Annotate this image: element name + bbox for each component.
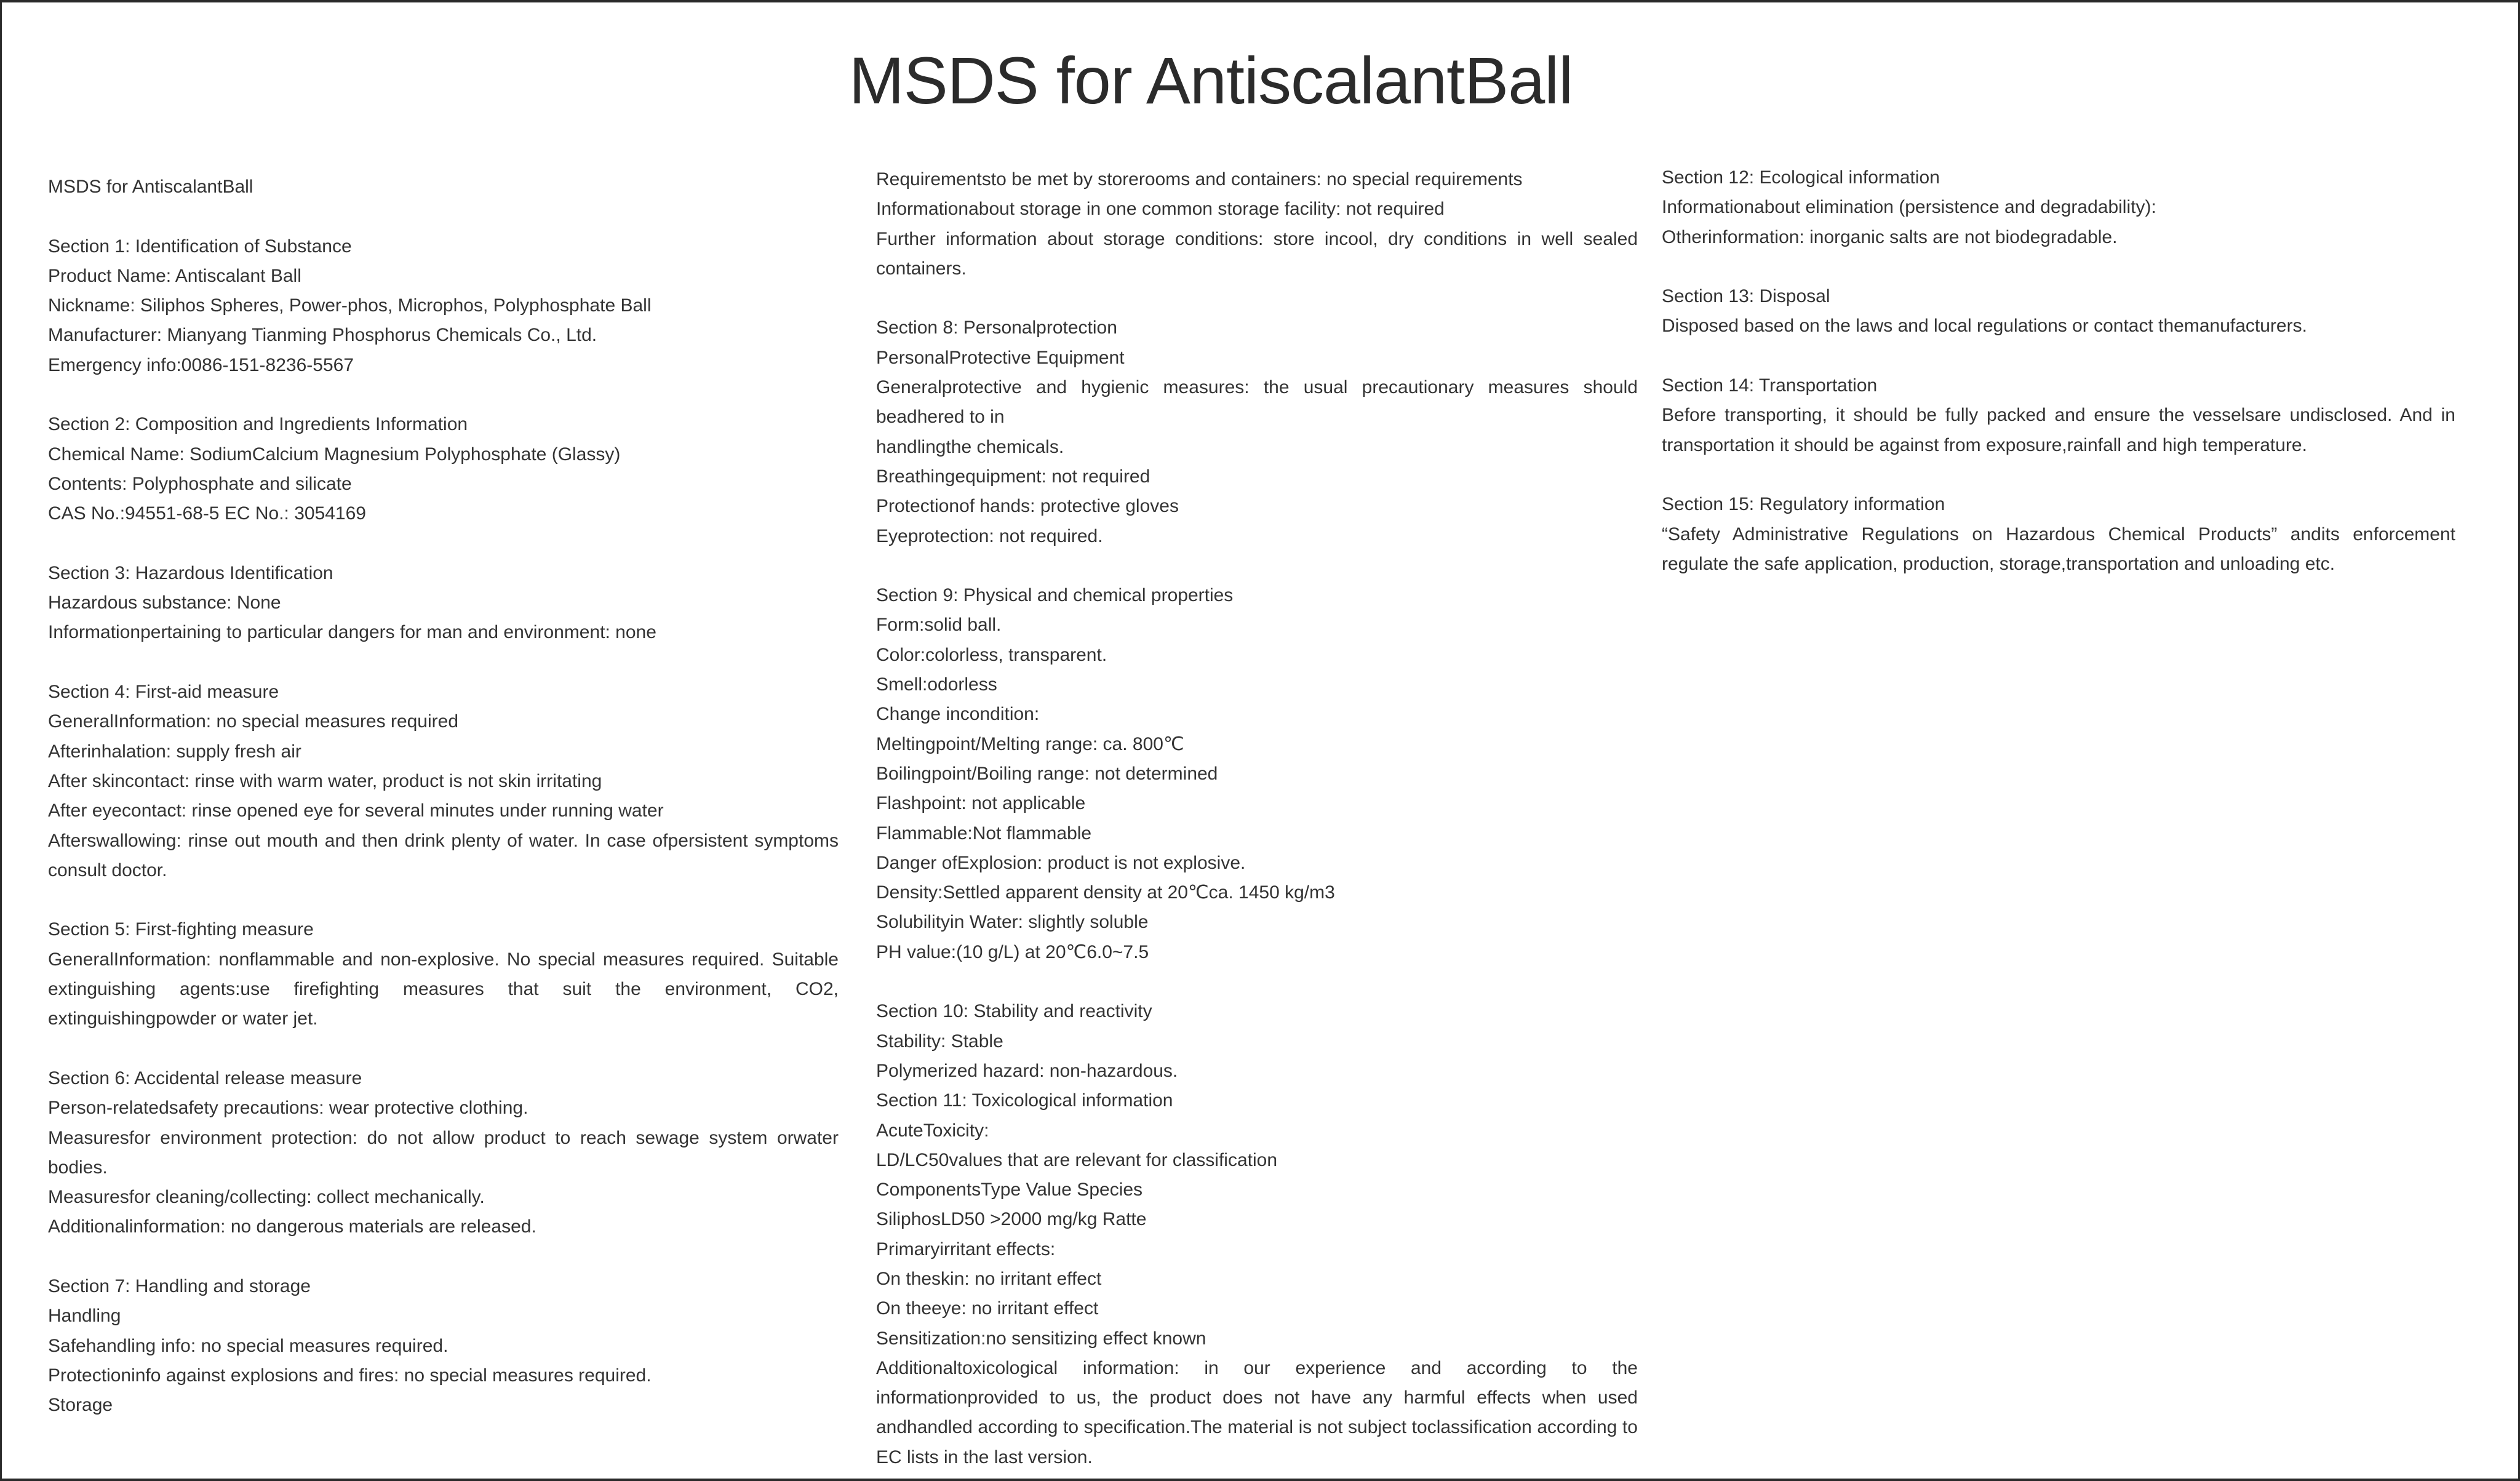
- section-7-continued: [876, 165, 1638, 284]
- section-line: Smell:odorless: [876, 674, 997, 695]
- spacer: [48, 648, 839, 677]
- section-heading: Section 14: Transportation: [1662, 375, 1878, 396]
- section-line: Storage: [48, 1395, 113, 1416]
- section-heading: Section 11: Toxicological information: [876, 1090, 1173, 1111]
- section-line: Hazardous substance: None: [48, 593, 281, 613]
- section-line: On theskin: no irritant effect: [876, 1268, 1102, 1289]
- section-11: [876, 1086, 1638, 1472]
- section-12: [1662, 163, 2455, 252]
- section-line: Primaryirritant effects:: [876, 1239, 1056, 1259]
- section-7: [48, 1272, 839, 1420]
- section-line: Breathingequipment: not required: [876, 466, 1150, 487]
- spacer: [48, 1242, 839, 1272]
- spacer: [1662, 252, 2455, 282]
- section-line: On theeye: no irritant effect: [876, 1298, 1099, 1319]
- section-line: Solubilityin Water: slightly soluble: [876, 912, 1149, 933]
- middle-column: [876, 165, 1638, 1472]
- section-line: Change incondition:: [876, 704, 1040, 725]
- section-heading: Section 10: Stability and reactivity: [876, 1001, 1152, 1022]
- section-line: Protectionof hands: protective gloves: [876, 496, 1179, 517]
- section-line: Person-relatedsafety precautions: wear protective clothing.: [48, 1098, 528, 1119]
- section-line: Otherinformation: inorganic salts are not biodegradable.: [1662, 226, 2118, 247]
- section-line: Generalprotective and hygienic measures: the usual precautionary measures should beadhered to in: [876, 377, 1638, 428]
- section-heading: Section 1: Identification of Substance: [48, 236, 352, 257]
- section-line: After skincontact: rinse with warm water, product is not skin irritating: [48, 770, 602, 791]
- section-line: After eyecontact: rinse opened eye for several minutes under running water: [48, 800, 664, 821]
- section-line: Contents: Polyphosphate and silicate: [48, 473, 352, 494]
- section-heading: Section 2: Composition and Ingredients Information: [48, 414, 468, 435]
- section-1: [48, 232, 839, 380]
- section-14: [1662, 371, 2455, 460]
- section-4: [48, 677, 839, 885]
- section-line: Informationpertaining to particular dangers for man and environment: none: [48, 622, 656, 643]
- section-line: “Safety Administrative Regulations on Hazardous Chemical Products” andits enforcement regulate the safe application, production, storage,transportation and unloading etc.: [1662, 524, 2455, 574]
- section-heading: Section 9: Physical and chemical properties: [876, 585, 1234, 606]
- section-8: [876, 313, 1638, 551]
- section-line: Product Name: Antiscalant Ball: [48, 265, 301, 286]
- section-9: [876, 581, 1638, 967]
- spacer: [1662, 460, 2455, 490]
- section-line: Danger ofExplosion: product is not explosive.: [876, 852, 1246, 873]
- section-line: Measuresfor cleaning/collecting: collect mechanically.: [48, 1187, 485, 1208]
- section-line: PH value:(10 g/L) at 20℃6.0~7.5: [876, 941, 1149, 962]
- section-line: GeneralInformation: no special measures required: [48, 711, 459, 732]
- section-line: Protectioninfo against explosions and fires: no special measures required.: [48, 1365, 652, 1386]
- section-line: Informationabout elimination (persistence and degradability):: [1662, 197, 2156, 218]
- document-heading: MSDS for AntiscalantBall: [48, 177, 253, 197]
- section-line: SiliphosLD50 >2000 mg/kg Ratte: [876, 1209, 1147, 1230]
- section-line: Requirementsto be met by storerooms and containers: no special requirements: [876, 169, 1523, 190]
- section-line: Form:solid ball.: [876, 615, 1002, 636]
- section-line: Sensitization:no sensitizing effect known: [876, 1328, 1206, 1349]
- section-heading: Section 12: Ecological information: [1662, 167, 1940, 188]
- section-heading: Section 5: First-fighting measure: [48, 919, 314, 940]
- section-line: Boilingpoint/Boiling range: not determined: [876, 763, 1218, 784]
- section-heading: Section 6: Accidental release measure: [48, 1068, 362, 1088]
- section-line: Afterinhalation: supply fresh air: [48, 741, 301, 762]
- right-column: [1662, 163, 2455, 579]
- section-line: Additionalinformation: no dangerous materials are released.: [48, 1216, 536, 1237]
- spacer: [876, 551, 1638, 581]
- section-line: Handling: [48, 1306, 121, 1327]
- section-line: Disposed based on the laws and local regulations or contact themanufacturers.: [1662, 316, 2307, 337]
- spacer: [48, 1034, 839, 1064]
- section-3: [48, 559, 839, 648]
- section-line: Informationabout storage in one common storage facility: not required: [876, 199, 1445, 220]
- section-line: Manufacturer: Mianyang Tianming Phosphorus Chemicals Co., Ltd.: [48, 325, 597, 346]
- section-15: [1662, 490, 2455, 579]
- section-line: Polymerized hazard: non-hazardous.: [876, 1060, 1178, 1081]
- section-line: CAS No.:94551-68-5 EC No.: 3054169: [48, 503, 366, 524]
- section-heading: Section 3: Hazardous Identification: [48, 562, 333, 583]
- section-13: [1662, 282, 2455, 341]
- section-line: Further information about storage conditions: store incool, dry conditions in well sealed containers.: [876, 228, 1638, 279]
- section-line: Before transporting, it should be fully packed and ensure the vesselsare undisclosed. And in transportation it should be against from exposure,rainfall and high temperature.: [1662, 405, 2455, 455]
- section-line: Emergency info:0086-151-8236-5567: [48, 354, 354, 375]
- spacer: [48, 380, 839, 410]
- section-line: Safehandling info: no special measures required.: [48, 1335, 449, 1356]
- section-line: AcuteToxicity:: [876, 1120, 989, 1141]
- section-line: Eyeprotection: not required.: [876, 525, 1103, 546]
- section-line: PersonalProtective Equipment: [876, 347, 1125, 368]
- section-6: [48, 1064, 839, 1242]
- section-line: handlingthe chemicals.: [876, 436, 1064, 457]
- section-line: Density:Settled apparent density at 20℃ca. 1450 kg/m3: [876, 882, 1335, 903]
- section-line: GeneralInformation: nonflammable and non-explosive. No special measures required. Suitable extinguishing agents:use firefighting measures that suit the environment, CO2, extinguishingpowder or water jet.: [48, 949, 839, 1029]
- section-heading: Section 8: Personalprotection: [876, 317, 1117, 338]
- section-heading: Section 7: Handling and storage: [48, 1275, 311, 1296]
- section-line: Stability: Stable: [876, 1031, 1003, 1052]
- section-line: Afterswallowing: rinse out mouth and then drink plenty of water. In case ofpersistent symptoms consult doctor.: [48, 830, 839, 880]
- section-line: ComponentsType Value Species: [876, 1180, 1143, 1200]
- spacer: [1662, 341, 2455, 371]
- section-line: LD/LC50values that are relevant for classification: [876, 1149, 1278, 1170]
- section-line: Flammable:Not flammable: [876, 823, 1092, 844]
- section-line: Flashpoint: not applicable: [876, 793, 1086, 814]
- spacer: [48, 529, 839, 559]
- section-line: Measuresfor environment protection: do not allow product to reach sewage system orwater bodies.: [48, 1127, 839, 1178]
- page-title: MSDS for AntiscalantBall: [848, 43, 1573, 118]
- spacer: [876, 284, 1638, 313]
- section-heading: Section 15: Regulatory information: [1662, 494, 1945, 515]
- spacer: [48, 885, 839, 915]
- section-2: [48, 410, 839, 529]
- section-line: Additionaltoxicological information: in our experience and according to the informationprovided to us, the product does not have any harmful effects when used andhandled according to specification.The material is not subject toclassification according to EC lists in the last version.: [876, 1357, 1638, 1467]
- section-line: Meltingpoint/Melting range: ca. 800℃: [876, 733, 1184, 754]
- section-heading: Section 13: Disposal: [1662, 286, 1830, 307]
- left-column: [48, 172, 839, 1420]
- section-10: [876, 997, 1638, 1086]
- section-line: Chemical Name: SodiumCalcium Magnesium Polyphosphate (Glassy): [48, 444, 621, 465]
- section-heading: Section 4: First-aid measure: [48, 682, 279, 703]
- section-5: [48, 915, 839, 1034]
- section-line: Nickname: Siliphos Spheres, Power-phos, Microphos, Polyphosphate Ball: [48, 295, 652, 316]
- section-line: Color:colorless, transparent.: [876, 644, 1107, 665]
- spacer: [876, 967, 1638, 997]
